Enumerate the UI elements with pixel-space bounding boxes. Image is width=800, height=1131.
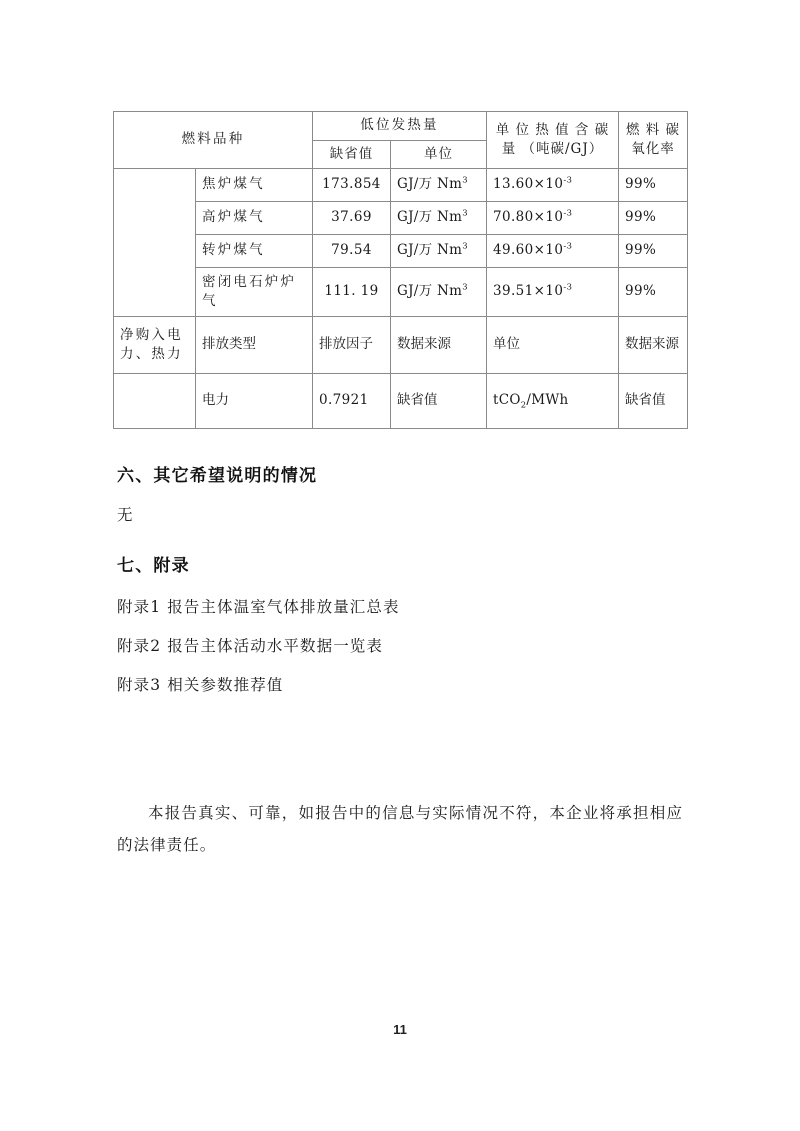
electricity-emission-type: 电力 xyxy=(196,374,313,429)
subheader-data-source: 数据来源 xyxy=(391,317,487,374)
fuel-name: 密闭电石炉炉气 xyxy=(196,268,313,317)
fuel-default-value: 111. 19 xyxy=(313,268,391,317)
fuel-carbon-content: $70.80\times 10^{-3}$ xyxy=(487,202,619,235)
table-header-row-1 xyxy=(114,112,688,141)
fuel-name: 焦炉煤气 xyxy=(196,169,313,202)
appendix-item-1: 附录1 报告主体温室气体排放量汇总表 xyxy=(117,598,400,616)
subheader-emission-factor: 排放因子 xyxy=(313,317,391,374)
fuel-oxidation-rate: 99% xyxy=(619,169,688,202)
table-row xyxy=(114,202,688,235)
header-fuel-type: 燃料品种 xyxy=(114,112,313,169)
header-oxidation-rate-line1: 燃 料 碳 xyxy=(625,121,681,138)
fuel-carbon-content: $49.60\times 10^{-3}$ xyxy=(487,235,619,268)
parameters-table-container xyxy=(113,111,687,429)
fuel-unit: GJ/万 Nm$^3$ xyxy=(391,235,487,268)
appendix-item-2: 附录2 报告主体活动水平数据一览表 xyxy=(117,637,383,655)
section-six-content: 无 xyxy=(117,506,134,524)
fuel-unit: GJ/万 Nm$^3$ xyxy=(391,169,487,202)
fuel-carbon-content: $39.51\times 10^{-3}$ xyxy=(487,268,619,317)
table-row xyxy=(114,374,688,429)
section-heading-six: 六、其它希望说明的情况 xyxy=(117,466,318,486)
fuel-oxidation-rate: 99% xyxy=(619,235,688,268)
fuel-default-value: 79.54 xyxy=(313,235,391,268)
header-unit: 单位 xyxy=(391,140,487,169)
section-heading-seven: 七、附录 xyxy=(117,556,190,576)
electricity-empty-cell xyxy=(114,374,196,429)
header-oxidation-rate-line2: 氧化率 xyxy=(631,141,675,158)
fuel-carbon-content: $13.60\times 10^{-3}$ xyxy=(487,169,619,202)
fuel-name: 高炉煤气 xyxy=(196,202,313,235)
table-row xyxy=(114,169,688,202)
appendix-item-3: 附录3 相关参数推荐值 xyxy=(117,676,284,694)
electricity-data-source-2: 缺省值 xyxy=(619,374,688,429)
fuel-default-value: 37.69 xyxy=(313,202,391,235)
subheader-unit: 单位 xyxy=(487,317,619,374)
electricity-emission-factor: 0.7921 xyxy=(313,374,391,429)
fuel-default-value: 173.854 xyxy=(313,169,391,202)
fuel-unit: GJ/万 Nm$^3$ xyxy=(391,202,487,235)
header-lower-heating-value: 低位发热量 xyxy=(313,112,487,141)
fuel-unit: GJ/万 Nm$^3$ xyxy=(391,268,487,317)
header-carbon-content xyxy=(487,112,619,169)
table-row xyxy=(114,235,688,268)
fuel-oxidation-rate: 99% xyxy=(619,268,688,317)
fuel-name: 转炉煤气 xyxy=(196,235,313,268)
fuel-category-cell xyxy=(114,169,196,317)
electricity-unit: tCO$_2$/MWh xyxy=(487,374,619,429)
closing-statement: 本报告真实、可靠，如报告中的信息与实际情况不符，本企业将承担相应的法律责任。 xyxy=(117,804,683,854)
recommended-parameters-table xyxy=(113,111,688,429)
header-carbon-content-line1: 单 位 热 值 含 碳 xyxy=(495,121,610,138)
header-carbon-content-line2: 量 （吨碳/GJ） xyxy=(501,141,604,158)
electricity-category: 净购入电力、热力 xyxy=(114,317,196,374)
header-default-value: 缺省值 xyxy=(313,140,391,169)
subheader-emission-type: 排放类型 xyxy=(196,317,313,374)
fuel-oxidation-rate: 99% xyxy=(619,202,688,235)
table-subheader-row xyxy=(114,317,688,374)
table-row xyxy=(114,268,688,317)
page-number: 11 xyxy=(393,1022,407,1037)
electricity-data-source: 缺省值 xyxy=(391,374,487,429)
header-oxidation-rate xyxy=(619,112,688,169)
subheader-data-source-2: 数据来源 xyxy=(619,317,688,374)
